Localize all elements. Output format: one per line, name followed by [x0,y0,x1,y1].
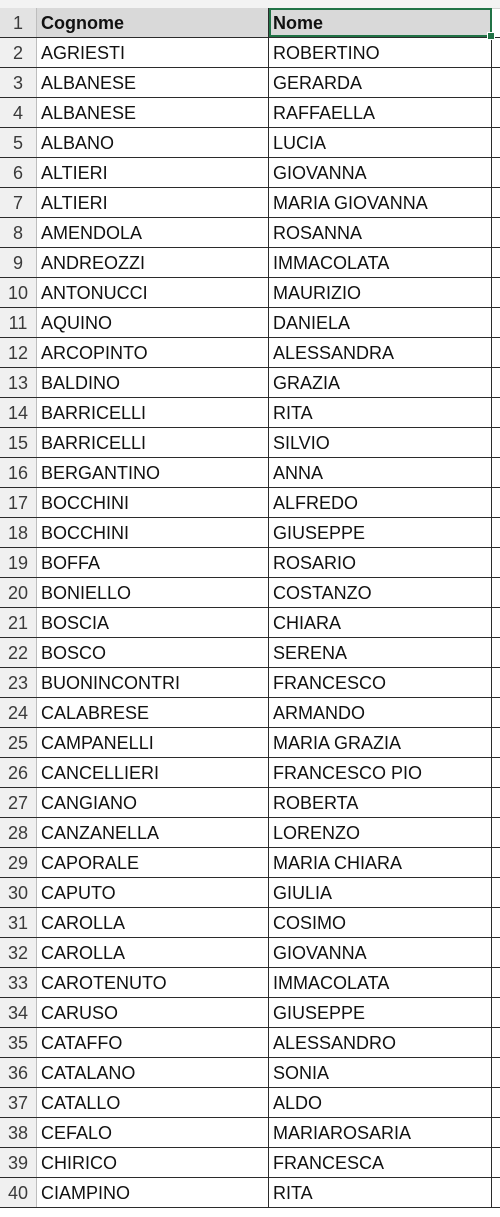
table-row [0,848,500,878]
table-row [0,788,500,818]
row-header[interactable]: 36 [0,1058,37,1087]
row-header[interactable]: 28 [0,818,37,847]
table-row [0,608,500,638]
cell-nome[interactable]: ALESSANDRO [269,1028,492,1057]
cell-nome[interactable]: SILVIO [269,428,492,457]
table-row [0,488,500,518]
cell-cognome[interactable]: ALBANESE [37,98,269,127]
cell-cognome[interactable]: BARRICELLI [37,428,269,457]
cell-cognome[interactable]: ALBANO [37,128,269,157]
table-row [0,158,500,188]
table-row [0,548,500,578]
table-row [0,518,500,548]
cell-cognome[interactable]: ANDREOZZI [37,248,269,277]
cell-cognome[interactable]: AQUINO [37,308,269,337]
table-row [0,278,500,308]
cell-nome[interactable]: IMMACOLATA [269,248,492,277]
table-row [0,1088,500,1118]
cell-nome[interactable]: RITA [269,398,492,427]
row-header[interactable]: 10 [0,278,37,307]
cell-nome[interactable]: MARIA GIOVANNA [269,188,492,217]
cell-nome[interactable]: CHIARA [269,608,492,637]
cell-nome[interactable]: MAURIZIO [269,278,492,307]
cell-cognome[interactable]: CIAMPINO [37,1178,269,1207]
cell-cognome[interactable]: CANGIANO [37,788,269,817]
cell-nome[interactable]: FRANCESCO PIO [269,758,492,787]
cell-nome[interactable]: IMMACOLATA [269,968,492,997]
cell-cognome[interactable]: CATALLO [37,1088,269,1117]
table-row [0,308,500,338]
row-header[interactable]: 14 [0,398,37,427]
table-row [0,1118,500,1148]
table-row [0,818,500,848]
cell-cognome[interactable]: ANTONUCCI [37,278,269,307]
row-header[interactable]: 11 [0,308,37,337]
table-row [0,998,500,1028]
row-header[interactable]: 18 [0,518,37,547]
cell-nome[interactable]: GERARDA [269,68,492,97]
cell-nome[interactable]: ANNA [269,458,492,487]
table-row [0,1058,500,1088]
row-header[interactable]: 29 [0,848,37,877]
cell-cognome[interactable]: CAMPANELLI [37,728,269,757]
row-header[interactable]: 23 [0,668,37,697]
row-header[interactable]: 6 [0,158,37,187]
cell-cognome[interactable]: ALBANESE [37,68,269,97]
row-header[interactable]: 15 [0,428,37,457]
table-row [0,398,500,428]
table-row [0,68,500,98]
row-header[interactable]: 34 [0,998,37,1027]
table-row [0,758,500,788]
row-header[interactable]: 19 [0,548,37,577]
table-row [0,1028,500,1058]
cell-nome[interactable]: ALDO [269,1088,492,1117]
table-row [0,218,500,248]
cell-nome[interactable]: ALFREDO [269,488,492,517]
row-header[interactable]: 9 [0,248,37,277]
cell-nome[interactable]: COSTANZO [269,578,492,607]
cell-cognome[interactable]: CEFALO [37,1118,269,1147]
cell-cognome[interactable]: CAROLLA [37,908,269,937]
row-header[interactable]: 20 [0,578,37,607]
row-header[interactable]: 22 [0,638,37,667]
cell-nome[interactable]: RITA [269,1178,492,1207]
cell-cognome[interactable]: CAROLLA [37,938,269,967]
cell-nome[interactable]: DANIELA [269,308,492,337]
row-header[interactable]: 5 [0,128,37,157]
sheet-rows [0,8,500,1208]
cell-cognome[interactable]: CATALANO [37,1058,269,1087]
table-row [0,698,500,728]
table-row [0,668,500,698]
cell-nome[interactable]: MARIA CHIARA [269,848,492,877]
cell-nome[interactable]: GRAZIA [269,368,492,397]
cell-nome[interactable]: ARMANDO [269,698,492,727]
row-header[interactable]: 33 [0,968,37,997]
cell-cognome[interactable]: AMENDOLA [37,218,269,247]
cell-nome[interactable]: LUCIA [269,128,492,157]
table-row [0,458,500,488]
cell-nome[interactable]: ROBERTA [269,788,492,817]
cell-cognome[interactable]: ALTIERI [37,158,269,187]
cell-cognome[interactable]: CANCELLIERI [37,758,269,787]
cell-nome[interactable]: GIOVANNA [269,938,492,967]
row-header[interactable]: 26 [0,758,37,787]
row-header[interactable]: 21 [0,608,37,637]
row-header[interactable]: 2 [0,38,37,67]
table-row [0,188,500,218]
table-row [0,368,500,398]
cell-nome[interactable]: GIULIA [269,878,492,907]
table-row [0,968,500,998]
table-row [0,248,500,278]
row-header[interactable]: 31 [0,908,37,937]
cell-cognome[interactable]: CALABRESE [37,698,269,727]
row-header[interactable]: 37 [0,1088,37,1117]
row-header[interactable]: 38 [0,1118,37,1147]
fill-handle[interactable] [487,32,495,40]
row-header[interactable]: 1 [0,8,37,37]
cell-nome[interactable]: GIUSEPPE [269,518,492,547]
table-row [0,878,500,908]
row-header[interactable]: 16 [0,458,37,487]
table-row [0,428,500,458]
table-row [0,338,500,368]
cell-nome[interactable]: GIUSEPPE [269,998,492,1027]
cell-nome[interactable]: SONIA [269,1058,492,1087]
row-header[interactable]: 27 [0,788,37,817]
header-row [0,8,500,38]
row-header[interactable]: 8 [0,218,37,247]
cell-cognome[interactable]: BONIELLO [37,578,269,607]
table-row [0,728,500,758]
table-row [0,638,500,668]
cell-cognome[interactable]: CARUSO [37,998,269,1027]
cell-nome[interactable]: FRANCESCA [269,1148,492,1177]
row-header[interactable]: 30 [0,878,37,907]
header-cell-nome[interactable]: Nome [269,8,492,37]
cell-nome[interactable]: COSIMO [269,908,492,937]
row-header[interactable]: 32 [0,938,37,967]
table-row [0,1178,500,1208]
cell-cognome[interactable]: CATAFFO [37,1028,269,1057]
cell-cognome[interactable]: CHIRICO [37,1148,269,1177]
cell-cognome[interactable]: BUONINCONTRI [37,668,269,697]
cell-cognome[interactable]: BOSCIA [37,608,269,637]
table-row [0,128,500,158]
cell-cognome[interactable]: ARCOPINTO [37,338,269,367]
row-header[interactable]: 17 [0,488,37,517]
header-cell-cognome[interactable]: Cognome [37,8,269,37]
table-row [0,578,500,608]
cell-nome[interactable]: ROSARIO [269,548,492,577]
cell-nome[interactable]: ROSANNA [269,218,492,247]
table-row [0,938,500,968]
cell-cognome[interactable]: BOSCO [37,638,269,667]
row-header[interactable]: 4 [0,98,37,127]
cell-nome[interactable]: FRANCESCO [269,668,492,697]
cell-cognome[interactable]: CANZANELLA [37,818,269,847]
cell-nome[interactable]: GIOVANNA [269,158,492,187]
cell-nome[interactable]: RAFFAELLA [269,98,492,127]
row-header[interactable]: 35 [0,1028,37,1057]
row-header[interactable]: 13 [0,368,37,397]
row-header[interactable]: 24 [0,698,37,727]
cell-nome[interactable]: SERENA [269,638,492,667]
cell-cognome[interactable]: CAROTENUTO [37,968,269,997]
cell-cognome[interactable]: CAPORALE [37,848,269,877]
cell-nome[interactable]: MARIAROSARIA [269,1118,492,1147]
table-row [0,38,500,68]
row-header[interactable]: 39 [0,1148,37,1177]
cell-nome[interactable]: MARIA GRAZIA [269,728,492,757]
table-row [0,908,500,938]
table-row [0,98,500,128]
cell-cognome[interactable]: BOCCHINI [37,518,269,547]
cell-cognome[interactable]: BERGANTINO [37,458,269,487]
row-header[interactable]: 3 [0,68,37,97]
cell-cognome[interactable]: AGRIESTI [37,38,269,67]
row-header[interactable]: 12 [0,338,37,367]
cell-cognome[interactable]: CAPUTO [37,878,269,907]
cell-cognome[interactable]: BARRICELLI [37,398,269,427]
cell-nome[interactable]: LORENZO [269,818,492,847]
cell-nome[interactable]: ALESSANDRA [269,338,492,367]
row-header[interactable]: 7 [0,188,37,217]
cell-cognome[interactable]: ALTIERI [37,188,269,217]
cell-cognome[interactable]: BALDINO [37,368,269,397]
row-header[interactable]: 40 [0,1178,37,1207]
cell-cognome[interactable]: BOFFA [37,548,269,577]
table-row [0,1148,500,1178]
row-header[interactable]: 25 [0,728,37,757]
cell-nome[interactable]: ROBERTINO [269,38,492,67]
cell-cognome[interactable]: BOCCHINI [37,488,269,517]
